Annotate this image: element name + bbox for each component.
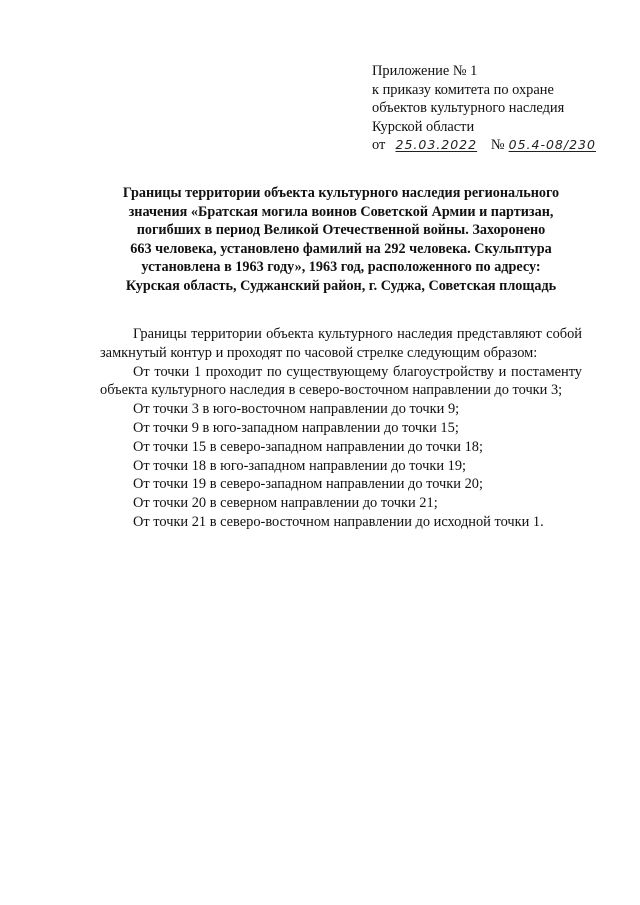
appendix-committee-line: объектов культурного наследия [372,100,565,117]
document-title [100,184,582,296]
appendix-region-line: Курской области [372,118,475,135]
title-line: Курская область, Суджанский район, г. Суджа, Советская площадь [125,277,557,294]
boundary-segment: От точки 19 в северо-западном направлении до точки 20; [133,476,483,493]
handwritten-order-number: 05.4-08/230 [508,137,596,153]
boundary-segment: От точки 15 в северо-западном направлении до точки 18; [133,438,483,455]
date-prefix: от [372,137,386,154]
title-line: установлена в 1963 году», 1963 год, расположенного по адресу: [141,259,541,276]
appendix-header [372,62,634,155]
title-line: 663 человека, установлено фамилий на 292 человека. Скульптура [130,240,552,257]
number-prefix: № [490,137,505,154]
boundary-segment: От точки 18 в юго-западном направлении до точки 19; [133,457,467,474]
boundary-segment: От точки 21 в северо-восточном направлении до исходной точки 1. [133,513,544,530]
handwritten-date: 25.03.2022 [395,137,478,153]
boundary-segment-first: От точки 1 проходит по существующему благоустройству и постаменту объекта культурного наследия в северо-восточном направлении до точки 3; [100,363,582,399]
boundary-segment: От точки 20 в северном направлении до точки 21; [133,495,438,512]
boundary-segment: От точки 3 в юго-восточном направлении до точки 9; [133,401,460,418]
document-body [100,325,582,532]
order-date-line [372,136,634,155]
appendix-order-line: к приказу комитета по охране [372,81,554,98]
boundary-segment: От точки 9 в юго-западном направлении до точки 15; [133,419,459,436]
title-line: Границы территории объекта культурного наследия регионального [122,185,560,201]
appendix-number: Приложение № 1 [372,63,478,79]
title-line: погибших в период Великой Отечественной войны. Захоронено [136,222,546,239]
title-line: значения «Братская могила воинов Советской Армии и партизан, [128,203,554,220]
intro-paragraph: Границы территории объекта культурного наследия представляют собой замкнутый контур и проходят по часовой стрелке следующим образом: [100,326,582,361]
